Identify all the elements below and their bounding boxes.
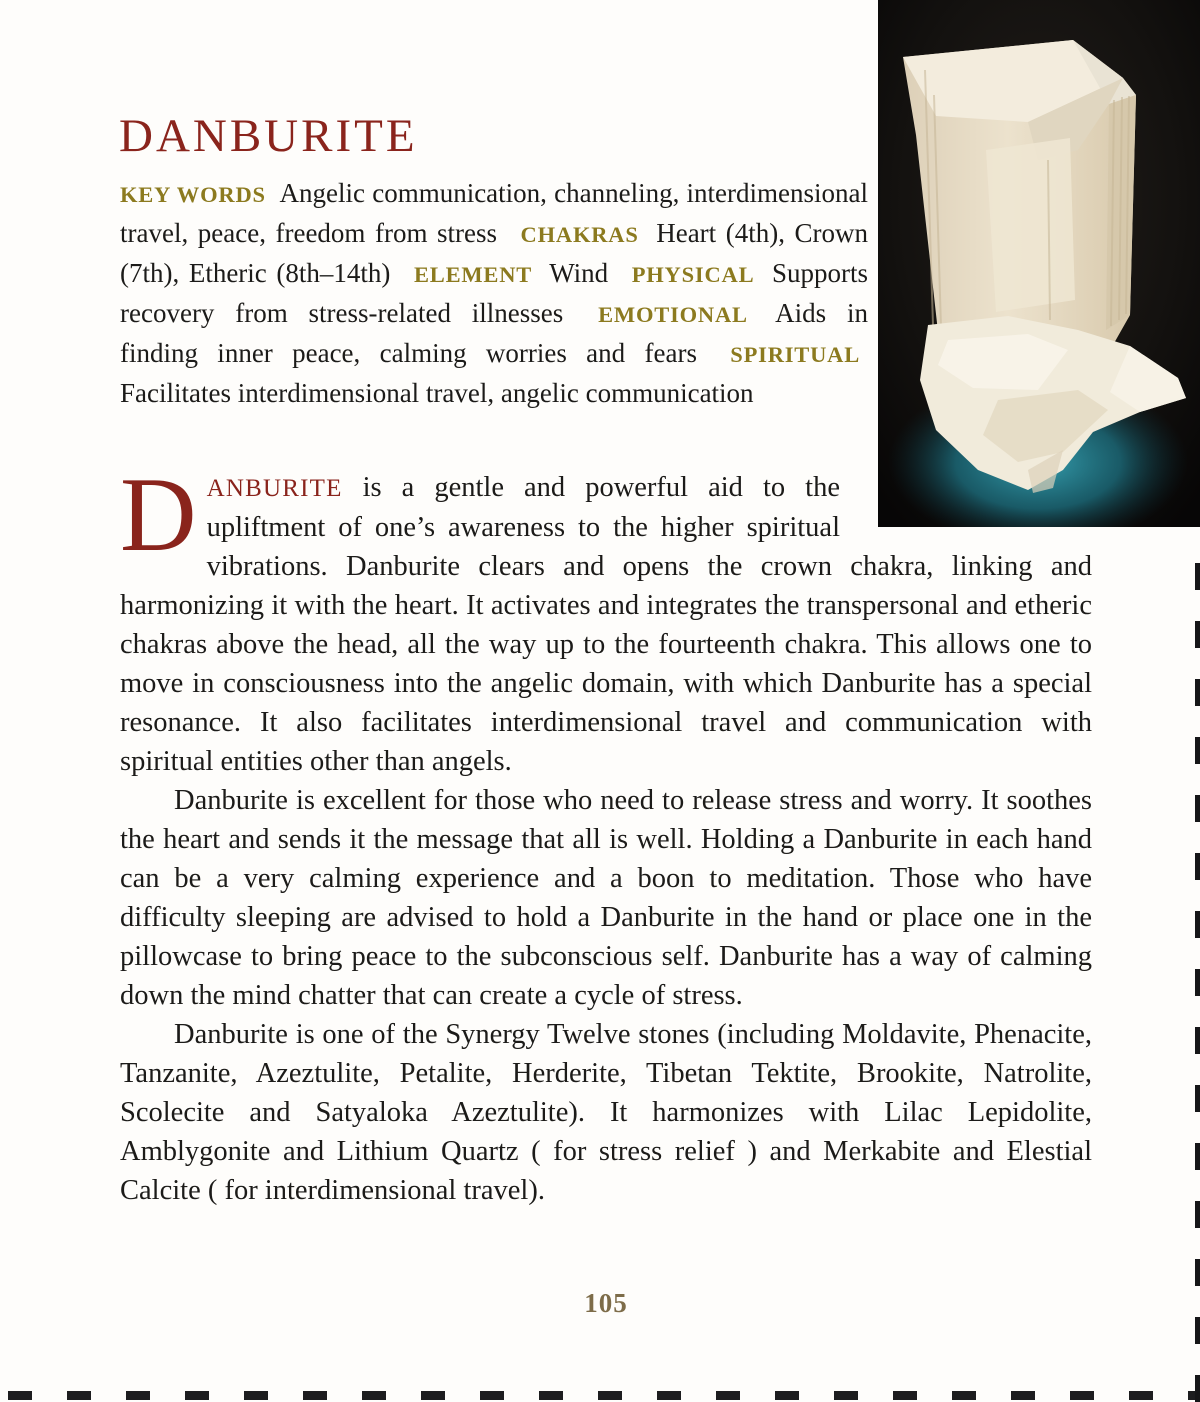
chakras-label: CHAKRAS bbox=[520, 222, 639, 247]
bottom-dash bbox=[67, 1391, 91, 1400]
right-dash bbox=[1195, 1085, 1200, 1112]
bottom-dash bbox=[598, 1391, 622, 1400]
right-dash bbox=[1195, 795, 1200, 822]
keywords-label: KEY WORDS bbox=[120, 182, 266, 207]
right-dash bbox=[1195, 969, 1200, 996]
bottom-dash bbox=[421, 1391, 445, 1400]
emotional-text: Aids in finding inner peace, calming worries and fears bbox=[120, 298, 868, 368]
bottom-dash bbox=[1070, 1391, 1094, 1400]
bottom-dash bbox=[952, 1391, 976, 1400]
right-dash bbox=[1195, 1201, 1200, 1228]
bottom-dash bbox=[1011, 1391, 1035, 1400]
right-dash bbox=[1195, 1143, 1200, 1170]
bottom-dash bbox=[1129, 1391, 1153, 1400]
bottom-dash bbox=[716, 1391, 740, 1400]
right-dash bbox=[1195, 621, 1200, 648]
right-dash bbox=[1195, 1027, 1200, 1054]
crystal-photo-illustration bbox=[878, 0, 1200, 527]
lead-smallcaps: ANBURITE bbox=[206, 475, 343, 502]
element-text: Wind bbox=[549, 258, 609, 288]
attribute-block bbox=[120, 174, 868, 412]
crystal-photo bbox=[878, 0, 1200, 527]
page-number: 105 bbox=[584, 1288, 628, 1318]
bottom-dash bbox=[775, 1391, 799, 1400]
bottom-dash bbox=[834, 1391, 858, 1400]
bottom-dash bbox=[244, 1391, 268, 1400]
physical-text: Supports recovery from stress-related illnesses bbox=[120, 258, 868, 328]
spiritual-text: Facilitates interdimensional travel, angelic communication bbox=[120, 378, 754, 408]
chakras-text: Heart (4th), Crown (7th), Etheric (8th–14th) bbox=[120, 218, 868, 288]
bottom-dash bbox=[185, 1391, 209, 1400]
right-dash bbox=[1195, 1317, 1200, 1344]
bottom-dash bbox=[480, 1391, 504, 1400]
keywords-text: Angelic communication, channeling, interdimensional travel, peace, freedom from stress bbox=[120, 178, 868, 248]
bottom-dash bbox=[893, 1391, 917, 1400]
right-dash bbox=[1195, 1375, 1200, 1402]
right-dash bbox=[1195, 1259, 1200, 1286]
paragraph-2: Danburite is excellent for those who need to release stress and worry. It soothes the heart and sends it the message that all is well. Holding a Danburite in each hand can be a very calming experience and a boon to meditation. Those who have difficulty sleeping are advised to hold a Danburite in the hand or place one in the pillowcase to bring peace to the subconscious self. Danburite has a way of calming down the mind chatter that can create a cycle of stress. bbox=[120, 785, 1092, 1011]
right-dash bbox=[1195, 563, 1200, 590]
emotional-label: EMOTIONAL bbox=[598, 302, 748, 327]
bottom-dash bbox=[303, 1391, 327, 1400]
spiritual-label: SPIRITUAL bbox=[730, 342, 861, 367]
right-edge-dashes bbox=[1195, 0, 1200, 1400]
photo-text-wrap-spacer bbox=[840, 468, 1092, 546]
drop-cap: D bbox=[120, 456, 197, 573]
bottom-dash bbox=[539, 1391, 563, 1400]
paragraph-3: Danburite is one of the Synergy Twelve stones (including Moldavite, Phenacite, Tanzanite, Azeztulite, Petalite, Herderite, Tibetan Tektite, Brookite, Natrolite, Scolecite and Satyaloka Azeztulite). It harmonizes with Lilac Lepidolite, Amblygonite and Lithium Quartz ( for stress relief ) and Merkabite and Elestial Calcite ( for interdimensional travel). bbox=[120, 1019, 1092, 1206]
page-title: DANBURITE bbox=[119, 110, 418, 163]
right-dash bbox=[1195, 853, 1200, 880]
right-dash bbox=[1195, 679, 1200, 706]
bottom-dash bbox=[657, 1391, 681, 1400]
physical-label: PHYSICAL bbox=[631, 262, 755, 287]
article-body bbox=[120, 456, 1092, 1210]
right-dash bbox=[1195, 737, 1200, 764]
bottom-edge-dashes bbox=[0, 1391, 1200, 1400]
bottom-dash bbox=[126, 1391, 150, 1400]
bottom-dash bbox=[362, 1391, 386, 1400]
element-label: ELEMENT bbox=[413, 262, 533, 287]
right-dash bbox=[1195, 911, 1200, 938]
bottom-dash bbox=[8, 1391, 32, 1400]
paragraph-1-text: is a gentle and powerful aid to the upliftment of one’s awareness to the higher spiritual vibrations. Danburite clears and opens the crown chakra, linking and harmonizing it with the heart. It activates and integrates the transpersonal and etheric chakras above the head, all the way up to the fourteenth chakra. This allows one to move in consciousness into the angelic domain, with which Danburite has a special resonance. It also facilitates interdimensional travel and communication with spiritual entities other than angels. bbox=[120, 472, 1092, 777]
